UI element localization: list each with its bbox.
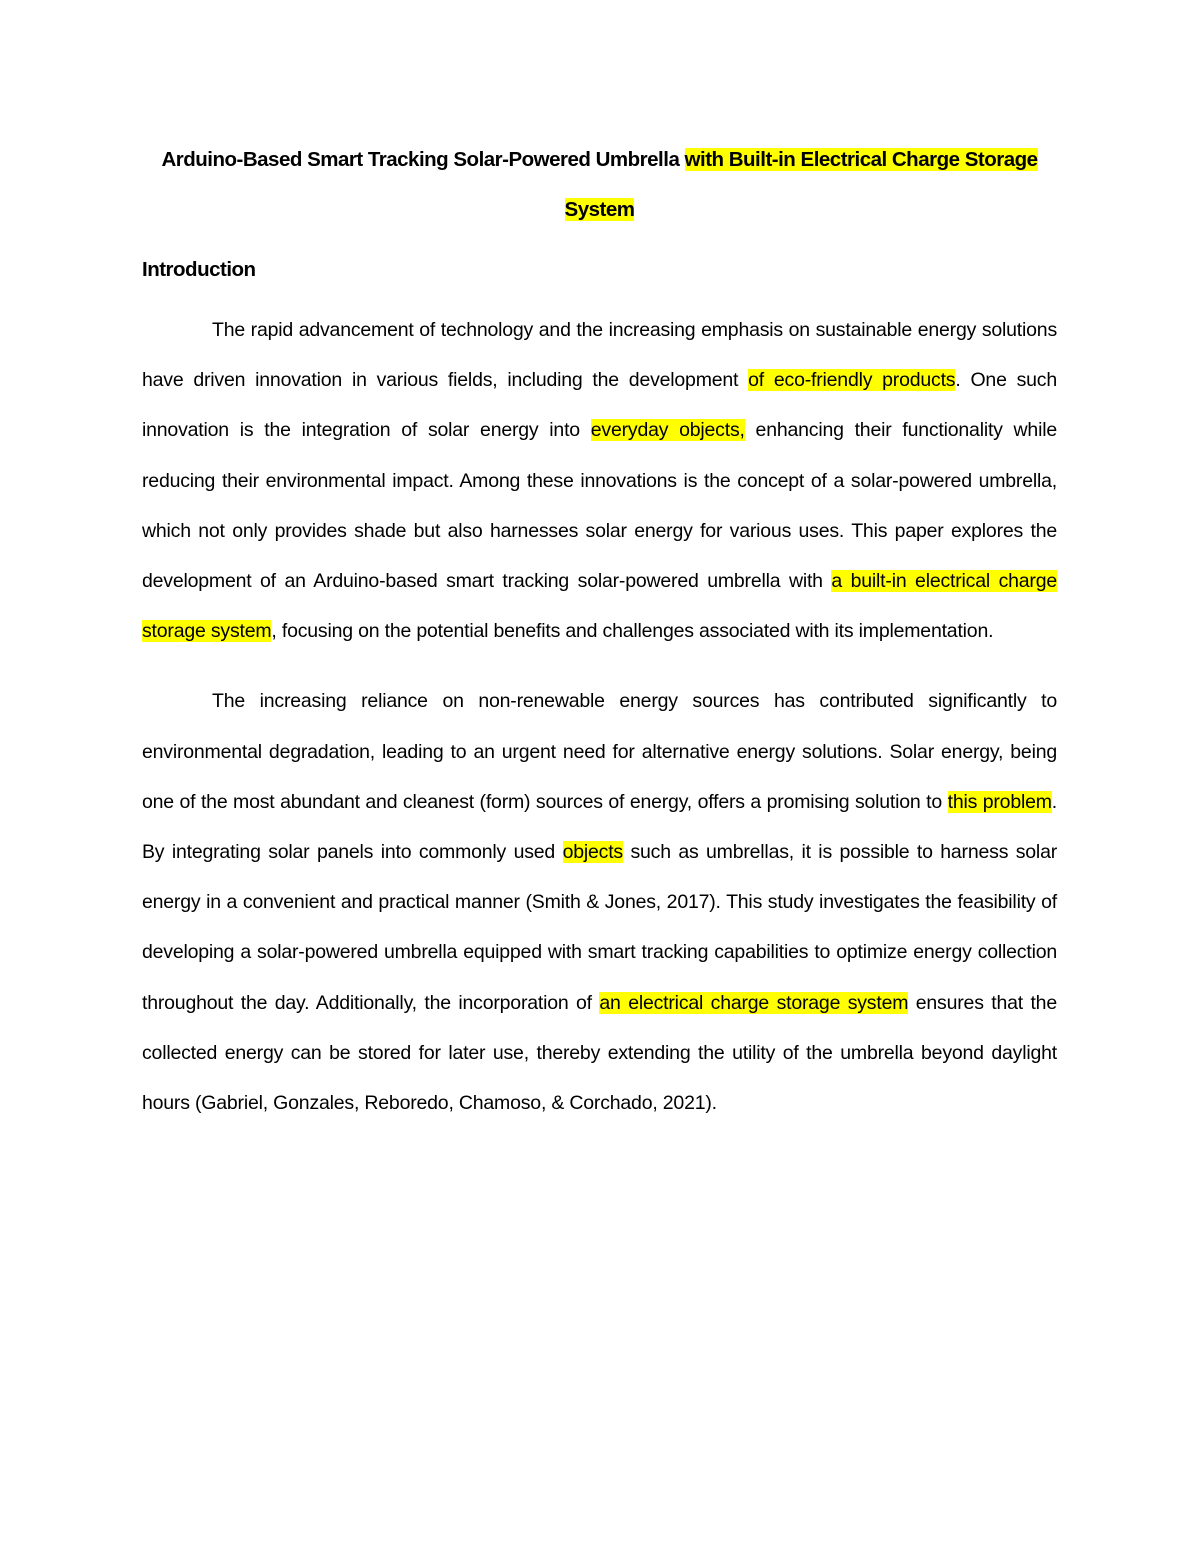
p2-highlight-1: this problem — [947, 790, 1052, 813]
paragraph-2 — [142, 676, 1057, 1128]
p2-highlight-2: objects — [562, 841, 623, 864]
p1-highlight-2: everyday objects, — [590, 419, 745, 442]
p1-highlight-1: of eco-friendly products — [748, 369, 956, 392]
p2-text-3: such as umbrellas, it is possible to harness solar energy in a convenient and practical manner (Smith & Jones, 2017). This study investigates the feasibility of developing a solar-powered umbrella equipped with smart tracking capabilities to optimize energy collection throughout the day. Additionally, the incorporation of — [142, 841, 1058, 1014]
p1-text-3: enhancing their functionality while reducing their environmental impact. Among these innovations is the concept of a solar-powered umbrella, which not only provides shade but also harnesses solar energy for various uses. This paper explores the development of an Arduino-based smart tracking solar-powered umbrella with — [142, 419, 1057, 593]
p1-highlight-3: a built-in electrical charge storage system — [142, 570, 1057, 643]
paragraph-1 — [142, 305, 1057, 656]
title-highlight: with Built-in Electrical Charge Storage System — [564, 148, 1038, 221]
p2-text-2: . By integrating solar panels into commonly used — [142, 790, 1058, 864]
p2-text-4: ensures that the collected energy can be stored for later use, thereby extending the utility of the umbrella beyond daylight hours (Gabriel, Gonzales, Reboredo, Chamoso, & Corchado, 2021). — [142, 991, 1057, 1115]
paper-title — [142, 135, 1057, 235]
p1-text-1: The rapid advancement of technology and the increasing emphasis on sustainable energy solutions have driven innovation in various fields, including the development — [142, 319, 1057, 392]
document-page — [142, 135, 1057, 1148]
p1-text-2: . One such innovation is the integration of solar energy into — [142, 369, 1057, 442]
p2-text-1: The increasing reliance on non-renewable energy sources has contributed significantly to environmental degradation, leading to an urgent need for alternative energy solutions. Solar energy, being one of the most abundant and cleanest (form) sources of energy, offers a promising solution to — [142, 690, 1057, 813]
section-heading: Introduction — [142, 258, 256, 281]
title-text: Arduino-Based Smart Tracking Solar-Powered Umbrella — [161, 148, 685, 171]
p1-text-4: , focusing on the potential benefits and challenges associated with its implementation. — [271, 620, 994, 643]
p2-highlight-3: an electrical charge storage system — [599, 991, 909, 1014]
